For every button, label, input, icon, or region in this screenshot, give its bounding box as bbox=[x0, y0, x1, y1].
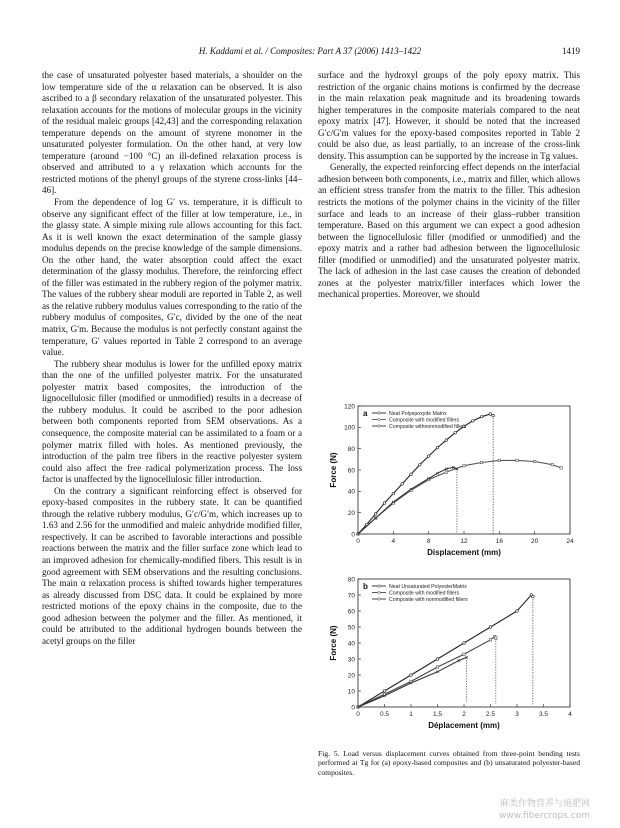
data-point bbox=[489, 413, 492, 416]
data-point bbox=[498, 459, 500, 461]
data-point bbox=[436, 666, 438, 668]
watermark-line-2: www.fibercrops.com bbox=[499, 811, 590, 821]
y-axis-label: Force (N) bbox=[329, 625, 338, 661]
legend-label: Neat Unsaturated PolyesterMatrix bbox=[389, 584, 467, 590]
x-tick-label: 1 bbox=[409, 711, 413, 718]
x-tick-label: 4 bbox=[391, 538, 396, 545]
x-tick-label: 2.5 bbox=[485, 711, 496, 718]
y-tick-label: 0 bbox=[351, 531, 355, 539]
chart-a-svg bbox=[318, 400, 580, 570]
data-point bbox=[472, 420, 475, 423]
y-tick-label: 20 bbox=[347, 509, 355, 517]
x-tick-label: 1.5 bbox=[432, 711, 443, 718]
figure-caption: Fig. 5. Load versus displacement curves obtained from three-point bending tests performed at Tg for (a) epoxy-based composites and (b) unsaturated polyester-based composites. bbox=[318, 749, 580, 777]
data-point bbox=[392, 492, 395, 495]
x-tick-label: 20 bbox=[531, 538, 539, 545]
legend-label: Composite with modified fillers bbox=[389, 417, 460, 424]
x-tick-label: 12 bbox=[460, 538, 468, 545]
x-tick-label: 0 bbox=[356, 538, 360, 545]
data-point bbox=[489, 626, 492, 629]
data-point bbox=[383, 690, 386, 693]
data-point bbox=[454, 431, 457, 434]
left-column bbox=[42, 70, 302, 647]
y-tick-label: 100 bbox=[344, 424, 355, 432]
figure-5b bbox=[318, 573, 580, 743]
data-point bbox=[480, 415, 483, 418]
y-tick-label: 70 bbox=[347, 592, 355, 600]
x-tick-label: 3.5 bbox=[538, 711, 549, 718]
y-axis-label: Force (N) bbox=[329, 452, 338, 488]
data-point bbox=[419, 463, 422, 466]
y-tick-label: 50 bbox=[347, 624, 355, 632]
data-point bbox=[401, 483, 404, 486]
data-point bbox=[410, 674, 413, 677]
y-tick-label: 120 bbox=[344, 403, 355, 411]
y-tick-label: 10 bbox=[347, 688, 355, 696]
data-point bbox=[532, 595, 535, 598]
x-axis-label: Déplacement (mm) bbox=[428, 721, 500, 730]
x-tick-label: 16 bbox=[495, 538, 503, 545]
data-point bbox=[516, 610, 519, 613]
paragraph-p1: the case of unsaturated polyester based materials, a shoulder on the low temperature side of the α relaxation can be observed. It is also ascribed to a β secondary relaxation of the unsaturated polyester. This relaxation accounts for the motions of molecular groups in the vicinity of the residual maleic groups [42,43] and the corresponding relaxation temperature depends on the amount of styrene monomer in the unsaturated polyester formulation. On the other hand, at very low temperature (around −100 °C) an ill-defined relaxation process is observed and attributed to a γ relaxation which accounts for the restricted motions of the phenyl groups of the styrene cross-links [44–46]. bbox=[42, 70, 302, 196]
legend-marker bbox=[378, 425, 380, 427]
y-tick-label: 40 bbox=[347, 488, 355, 496]
right-column bbox=[318, 70, 580, 301]
data-point bbox=[489, 639, 491, 641]
paragraph-p3: The rubbery shear modulus is lower for the unfilled epoxy matrix than the one of the unfilled polyester matrix. For the unsaturated polyester matrix based composites, the introduction of the lignocellulosic filler (modified or unmodified) results in a decrease of the rubbery modulus. It could be ascribed to the poor adhesion between both components reported from SEM observations. As a consequence, the composite material can be assimilated to a foam or a polymer matrix filled with holes. As mentioned previously, the introduction of the palm tree fibers in the reactive polyester system could also affect the free radical polymerization process. The loss factor is unaffected by the lignocellulosic filler introduction. bbox=[42, 358, 302, 485]
legend-label: Neat Polyepoxyde Matrix bbox=[389, 411, 447, 417]
data-point bbox=[436, 658, 439, 661]
y-tick-label: 80 bbox=[347, 576, 355, 584]
data-point bbox=[463, 465, 465, 467]
x-tick-label: 0.5 bbox=[379, 711, 390, 718]
chart-b-svg bbox=[318, 573, 580, 743]
data-point bbox=[551, 463, 553, 465]
y-tick-label: 40 bbox=[347, 640, 355, 648]
paragraph-p4: On the contrary a significant reinforcing effect is observed for epoxy-based composites in the rubbery state. It can be quantified through the relative rubbery modulus, G′c/G′m, which increases up to 1.63 and 2.56 for the unmodified and maleic anhydride modified filler, respectively. It can be ascribed to favorable interactions and possible reactions between the matrix and the filler surface zone which lead to an improved adhesion for chemically-modified fibers. This result is in good agreement with SEM observations and the resulting conclusions. The main α relaxation process is shifted towards higher temperatures as already discussed from DSC data. It could be explained by more restricted motions of the epoxy chains in the composite, due to the good adhesion between the polymer and the filler. As mentioned, it could be attributed to the additional hydrogen bounds between the acetyl groups on the filler bbox=[42, 485, 302, 646]
y-tick-label: 60 bbox=[347, 608, 355, 616]
legend-label: Composite withnonmodified fillers bbox=[389, 424, 467, 430]
data-point bbox=[383, 502, 386, 505]
legend-marker bbox=[378, 598, 380, 600]
watermark-line-1: 麻类作物营养与施肥网 bbox=[499, 799, 590, 809]
y-tick-label: 20 bbox=[347, 672, 355, 680]
y-tick-label: 80 bbox=[347, 445, 355, 453]
page-number: 1419 bbox=[562, 46, 580, 56]
legend-marker bbox=[378, 412, 380, 414]
panel-label: b bbox=[363, 582, 368, 591]
data-point bbox=[492, 414, 495, 417]
legend-marker bbox=[378, 591, 380, 593]
data-point bbox=[516, 459, 518, 461]
x-axis-label: Displacement (mm) bbox=[427, 548, 501, 557]
data-point bbox=[533, 460, 535, 462]
data-point bbox=[374, 512, 377, 515]
x-tick-label: 24 bbox=[566, 538, 574, 545]
x-tick-label: 4 bbox=[568, 711, 572, 718]
data-point bbox=[410, 473, 413, 476]
data-point bbox=[445, 471, 447, 473]
data-point bbox=[495, 637, 497, 639]
journal-citation: H. Kaddami et al. / Composites: Part A 37 (2006) 1413–1422 bbox=[198, 46, 422, 56]
x-tick-label: 3 bbox=[515, 711, 519, 718]
legend-label: Composite with nonmodified fillers bbox=[389, 597, 468, 603]
paragraph-p2: From the dependence of log G′ vs. temperature, it is difficult to observe any significant effect of the filler at low temperature, i.e., in the glassy state. A simple mixing rule allows accounting for this fact. As it is well known the exact determination of the sample glassy modulus depends on the precise knowledge of the sample dimensions. On the other hand, the water absorption could affect the exact determination of the glassy modulus. Therefore, the reinforcing effect of the filler was estimated in the rubbery region of the polymer matrix. The values of the rubbery shear moduli are reported in Table 2, as well as the relative rubbery modulus values corresponding to the ratio of the rubbery modulus of composites, G′c, divided by the one of the neat matrix, G′m. Because the modulus is not perfectly constant against the temperature, G′ values reported in Table 2 correspond to an average value. bbox=[42, 197, 302, 358]
data-point bbox=[427, 455, 430, 458]
data-point bbox=[436, 446, 439, 449]
data-point bbox=[560, 467, 562, 469]
data-point bbox=[445, 439, 448, 442]
legend-marker bbox=[378, 418, 380, 420]
legend-label: Composite with modified fillers bbox=[389, 590, 460, 597]
paragraph-p5: surface and the hydroxyl groups of the poly epoxy matrix. This restriction of the organic chains motions is confirmed by the decrease in the main relaxation peak magnitude and its broadening towards higher temperatures in the composite materials compared to the neat epoxy matrix [47]. However, it should be noted that the increased G′c/G′m values for the epoxy-based composites reported in Table 2 could be also due, as least partially, to an increase of the cross-link density. This assumption can be supported by the increase in Tg values. bbox=[318, 70, 580, 161]
paragraph-p6: Generally, the expected reinforcing effect depends on the interfacial adhesion between both components, i.e., matrix and filler, which allows an efficient stress transfer from the matrix to the filler. This adhesion restricts the motions of the polymer chains in the vicinity of the filler surface and leads to an increase of their glass–rubber transition temperature. Based on this argument we can expect a good adhesion between the lignocellulosic filler (modified or unmodified) and the epoxy matrix and a rather bad adhesion between the lignocellulosic filler (modified or unmodified) and the unsaturated polyester matrix. The lack of adhesion in the last case causes the creation of debonded zones at the polyester matrix/filler interfaces which lower the mechanical properties. Moreover, we should bbox=[318, 162, 580, 300]
y-tick-label: 0 bbox=[351, 704, 355, 712]
data-point bbox=[480, 461, 482, 463]
watermark bbox=[499, 798, 590, 822]
data-point bbox=[463, 642, 466, 645]
legend-marker bbox=[378, 585, 380, 587]
y-tick-label: 30 bbox=[347, 656, 355, 664]
x-tick-label: 2 bbox=[462, 711, 466, 718]
data-point bbox=[463, 653, 465, 655]
x-tick-label: 8 bbox=[426, 538, 431, 545]
figure-5a bbox=[318, 400, 580, 570]
y-tick-label: 60 bbox=[347, 467, 355, 475]
x-tick-label: 0 bbox=[356, 711, 360, 718]
panel-label: a bbox=[363, 409, 368, 418]
